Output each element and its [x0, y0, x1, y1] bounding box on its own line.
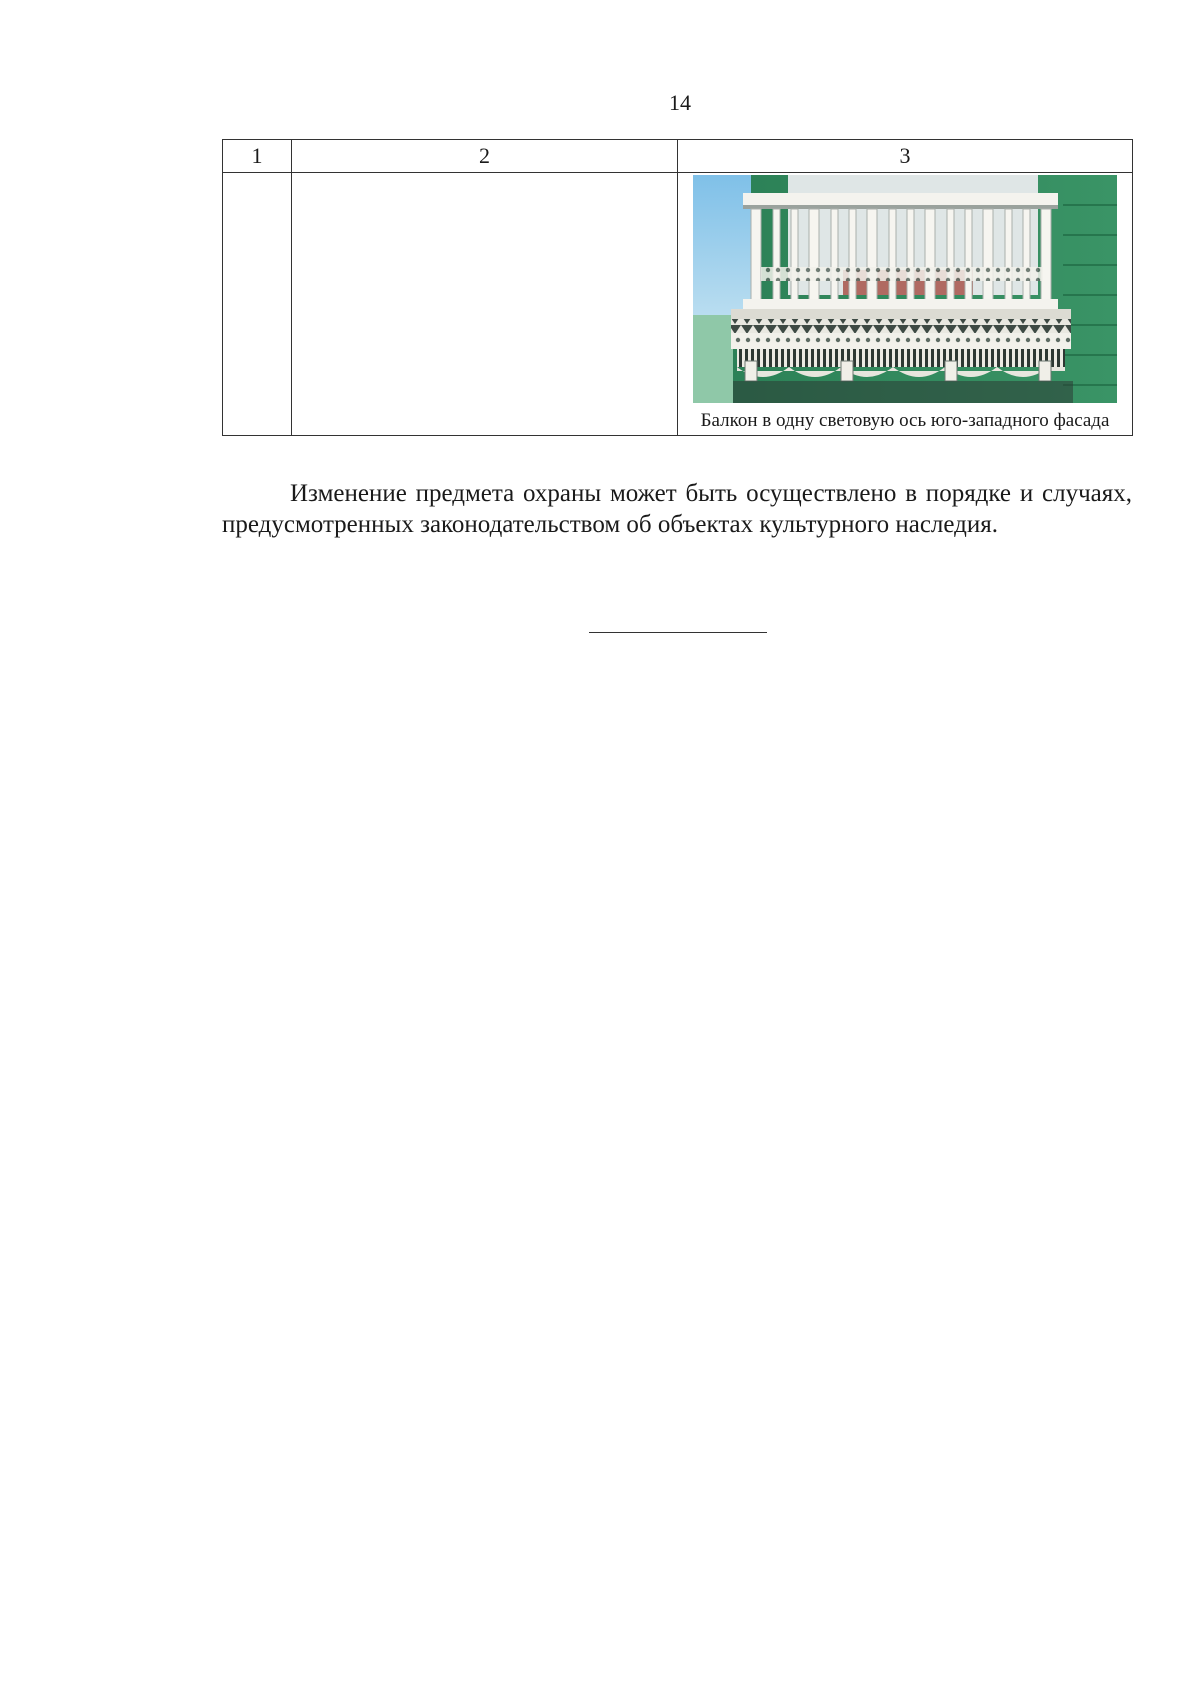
- table-row: [223, 173, 1133, 436]
- table-header-cell: 3: [678, 140, 1133, 173]
- closing-divider-line: [589, 632, 767, 633]
- table-header-row: [223, 140, 1133, 173]
- protection-subject-table: [222, 139, 1133, 436]
- table-cell-illustration: [678, 173, 1133, 436]
- body-paragraph: Изменение предмета охраны может быть осуществлено в порядке и случаях, предусмотренных законодательством об объектах культурного наследия.: [222, 480, 1132, 538]
- table-cell-number: [223, 173, 292, 436]
- table-cell-description: [292, 173, 678, 436]
- photo-caption: Балкон в одну световую ось юго-западного фасада: [700, 410, 1110, 431]
- table-header-cell: 2: [292, 140, 678, 173]
- page-number: 14: [669, 90, 691, 115]
- table-header-cell: 1: [223, 140, 292, 173]
- balcony-photo: [693, 175, 1117, 403]
